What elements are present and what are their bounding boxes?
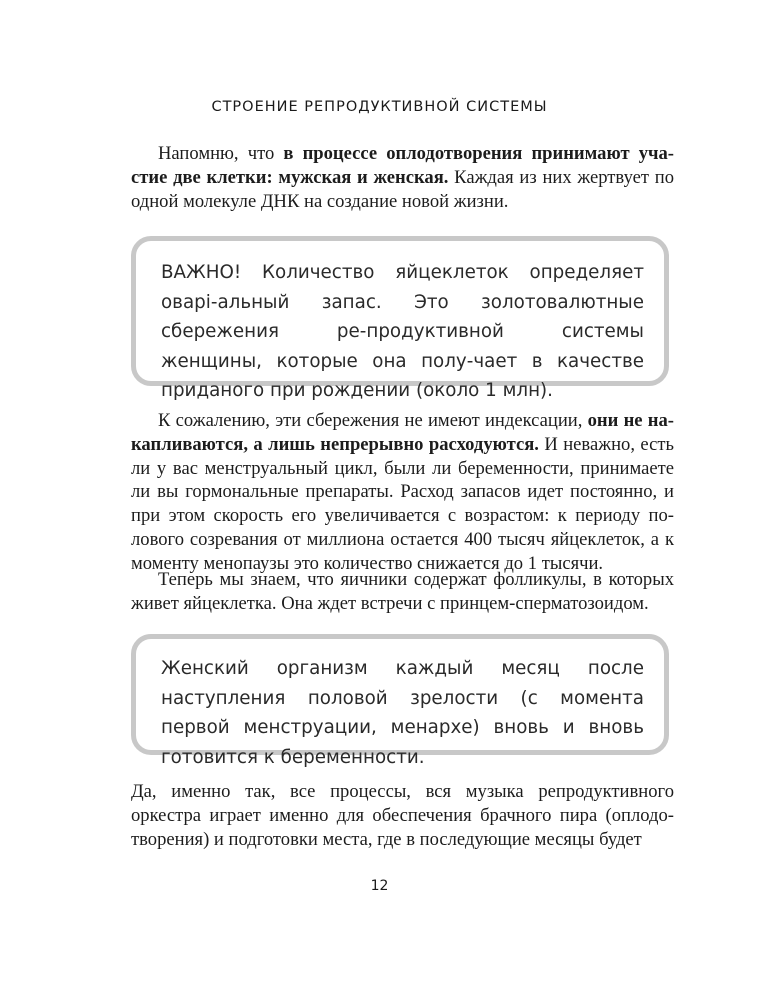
running-header: СТРОЕНИЕ РЕПРОДУКТИВНОЙ СИСТЕМЫ [211,99,548,115]
paragraph-follicles: Теперь мы знаем, что яичники содержат фолликулы, в которых живет яйцеклетка. Она ждет встречи с принцем-сперматозоидом. [131,569,674,614]
callout-important-text: ВАЖНО! Количество яйцеклеток определяет оварi-альный запас. Это золотовалютные сбережения ре-продуктивной системы женщины, которые она полу-чает в качестве приданого при рождении (около 1 млн). [161,262,644,401]
paragraph-orchestra: Да, именно так, все процессы, вся музыка репродуктивного оркестра играет именно для обеспечения брачного пира (оплодо-творения) и подготовки места, где в последующие месяцы будет [131,781,674,850]
callout-important [131,236,669,401]
callout-cycle-text: Женский организм каждый месяц после наступления половой зрелости (с момента первой менструации, менархе) вновь и вновь готовится к беременности. [161,658,644,768]
paragraph-depletion [131,409,674,576]
paragraph-intro-bold: в процессе оплодотворения принимают уча-стие две клетки: мужская и женская. [131,143,674,188]
page-number: 12 [370,878,389,894]
paragraph-intro [131,142,674,213]
paragraph-intro-rest: Каждая из них жертвует по одной молекуле ДНК на создание новой жизни. [131,166,674,212]
paragraph-intro-text: Напомню, что [158,143,284,164]
paragraph-depletion-text: К сожалению, эти сбережения не имеют индексации, [158,410,588,431]
paragraph-depletion-rest: И неважно, есть ли у вас менструальный цикл, были ли беременности, принимаете ли вы гормональные препараты. Расход запасов идет постоянно, и при этом скорость его увеличивается с возрастом: к периоду по-лового созревания от миллиона остается 400 тысяч яйцеклеток, а к моменту менопаузы это количество снижается до 1 тысячи. [131,433,674,574]
paragraph-depletion-bold: они не на-капливаются, а лишь непрерывно расходуются. [131,410,674,455]
callout-cycle [131,634,669,768]
